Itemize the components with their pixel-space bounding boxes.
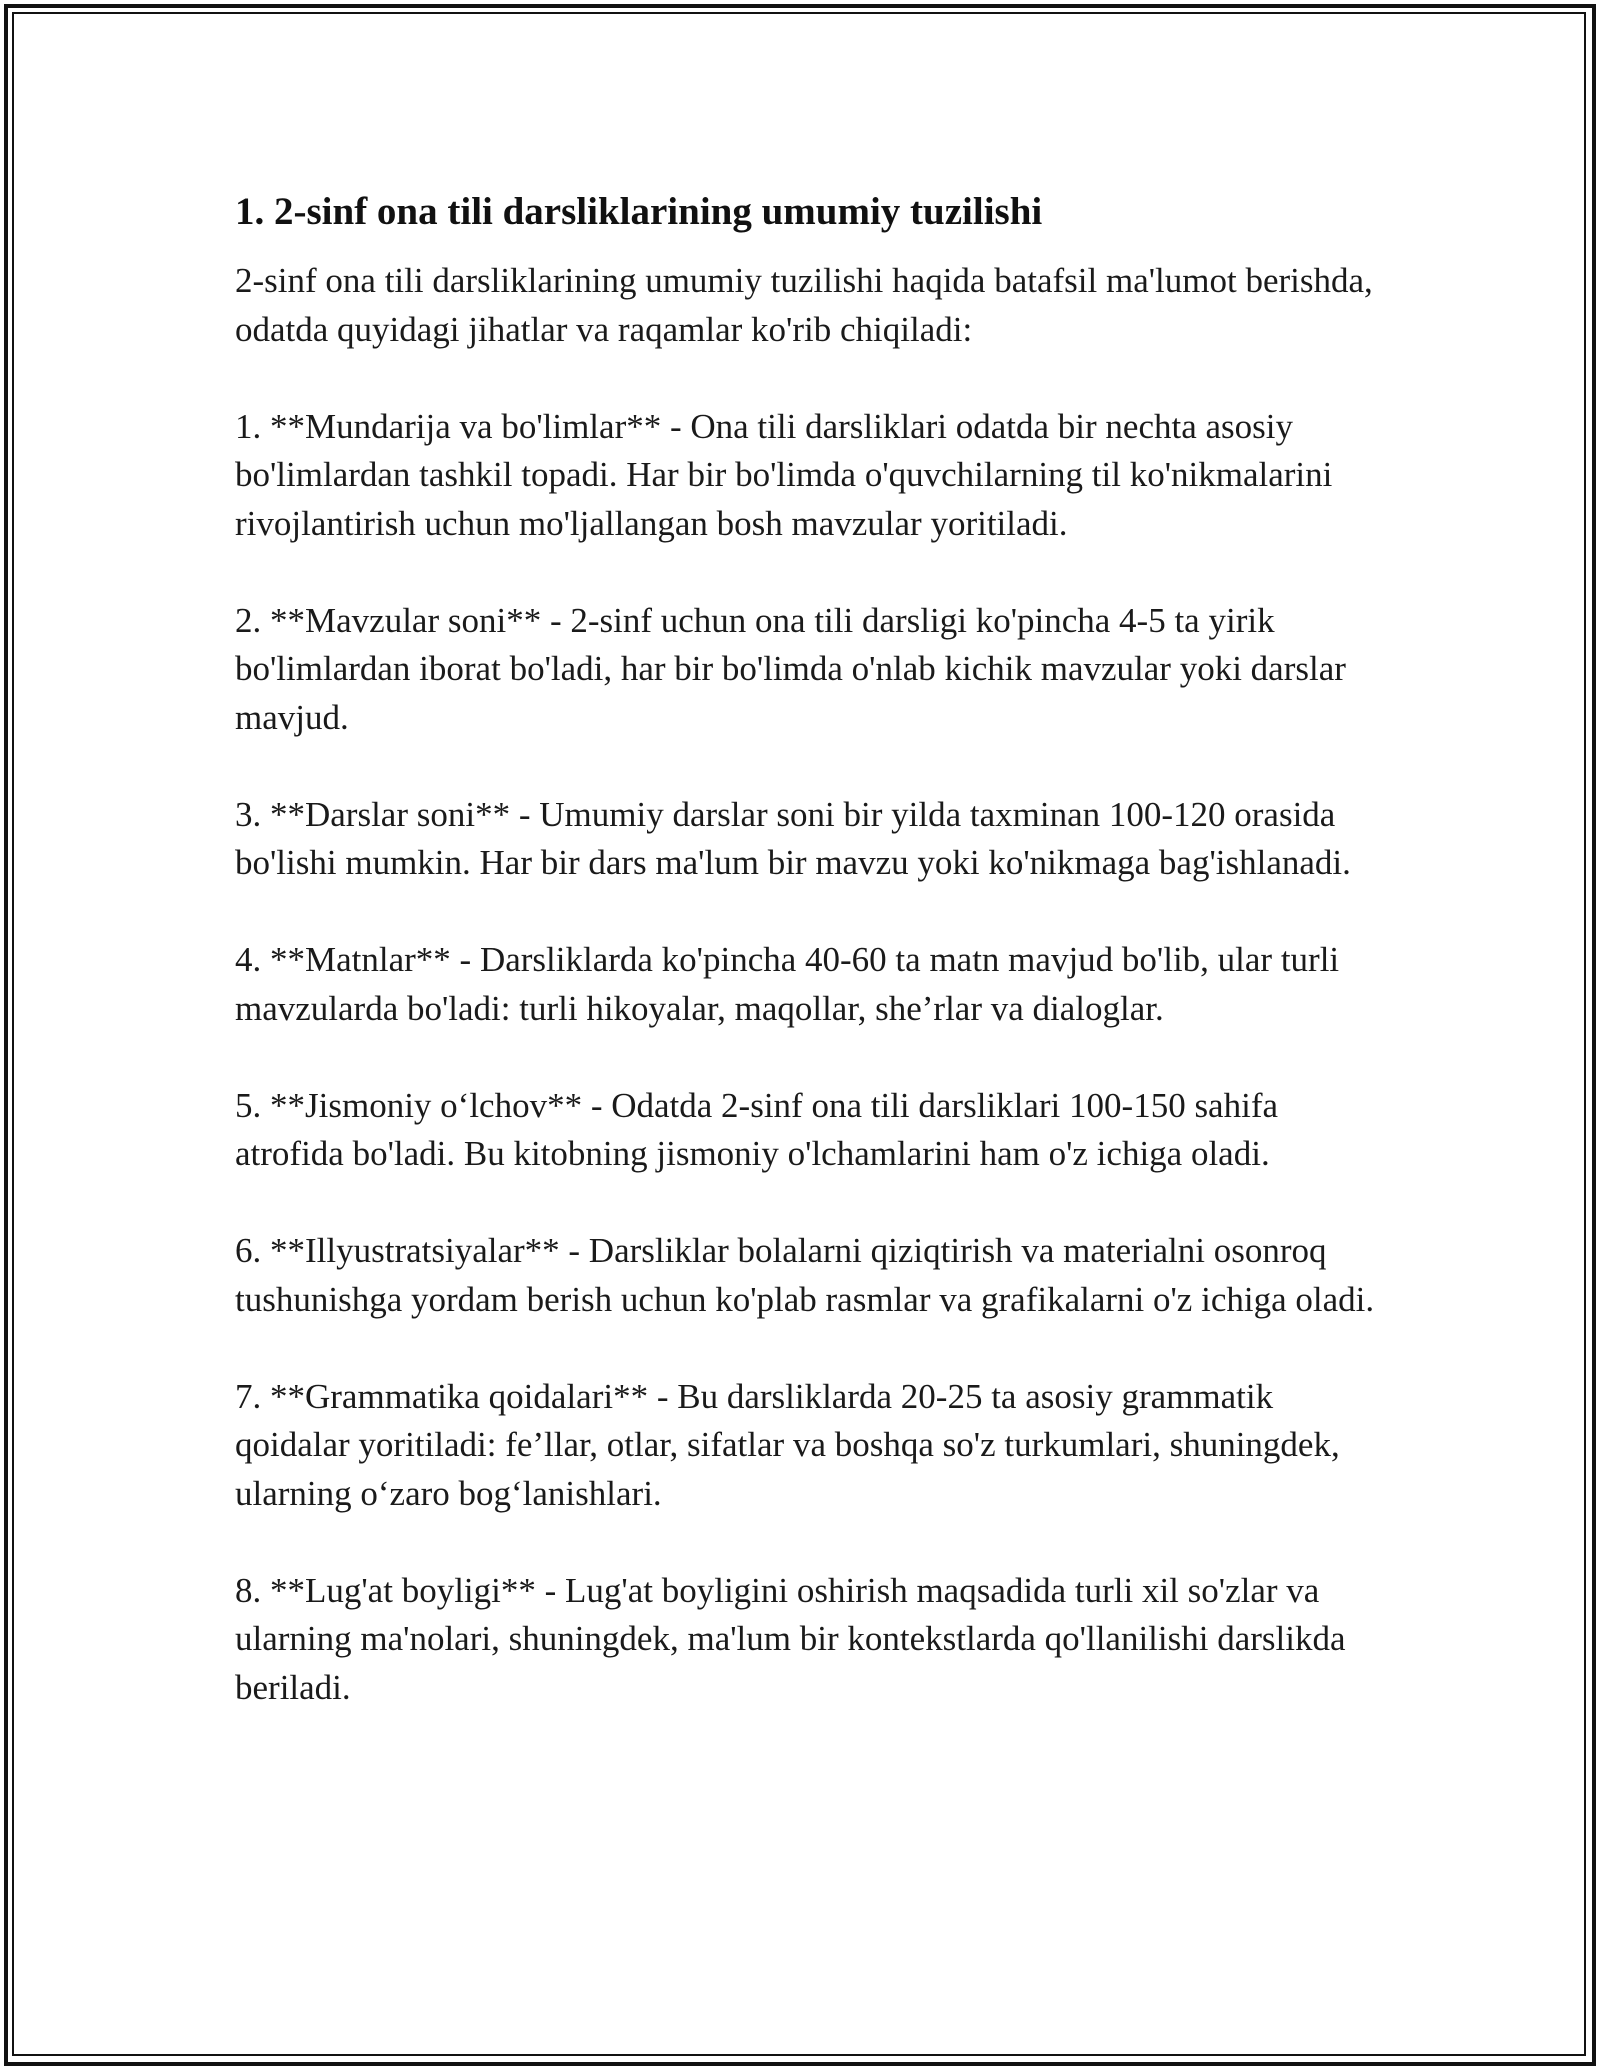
- list-item-1: 1. **Mundarija va bo'limlar** - Ona tili darsliklari odatda bir nechta asosiy bo'limlardan tashkil topadi. Har bir bo'limda o'quvchilarning til ko'nikmalarini rivojlantirish uchun mo'ljallangan bosh mavzular yoritiladi.: [235, 406, 1333, 543]
- list-item-5: 5. **Jismoniy o‘lchov** - Odatda 2-sinf ona tili darsliklari 100-150 sahifa atrofida bo'ladi. Bu kitobning jismoniy o'lchamlarini ham o'z ichiga oladi.: [235, 1085, 1279, 1173]
- document-title: 1. 2-sinf ona tili darsliklarining umumiy tuzilishi: [235, 190, 1043, 233]
- list-item-2: 2. **Mavzular soni** - 2-sinf uchun ona tili darsligi ko'pincha 4-5 ta yirik bo'limlardan iborat bo'ladi, har bir bo'limda o'nlab kichik mavzular yoki darslar mavjud.: [235, 600, 1346, 737]
- list-item-3: 3. **Darslar soni** - Umumiy darslar soni bir yilda taxminan 100-120 orasida bo'lishi mumkin. Har bir dars ma'lum bir mavzu yoki ko'nikmaga bag'ishlanadi.: [235, 794, 1351, 882]
- document-body: [235, 187, 1375, 1712]
- list-item-7: 7. **Grammatika qoidalari** - Bu darsliklarda 20-25 ta asosiy grammatik qoidalar yoritiladi: fe’llar, otlar, sifatlar va boshqa so'z turkumlari, shuningdek, ularning o‘zaro bog‘lanishlari.: [235, 1376, 1340, 1513]
- intro-paragraph: 2-sinf ona tili darsliklarining umumiy tuzilishi haqida batafsil ma'lumot berishda, odatda quyidagi jihatlar va raqamlar ko'rib chiqiladi:: [235, 261, 1373, 349]
- list-item-6: 6. **Illyustratsiyalar** - Darsliklar bolalarni qiziqtirish va materialni osonroq tushunishga yordam berish uchun ko'plab rasmlar va grafikalarni o'z ichiga oladi.: [235, 1231, 1375, 1319]
- list-item-8: 8. **Lug'at boyligi** - Lug'at boyligini oshirish maqsadida turli xil so'zlar va ularning ma'nolari, shuningdek, ma'lum bir kontekstlarda qo'llanilishi darslikda beriladi.: [235, 1570, 1346, 1707]
- list-item-4: 4. **Matnlar** - Darsliklarda ko'pincha 40-60 ta matn mavjud bo'lib, ular turli mavzularda bo'ladi: turli hikoyalar, maqollar, she’rlar va dialoglar.: [235, 940, 1340, 1028]
